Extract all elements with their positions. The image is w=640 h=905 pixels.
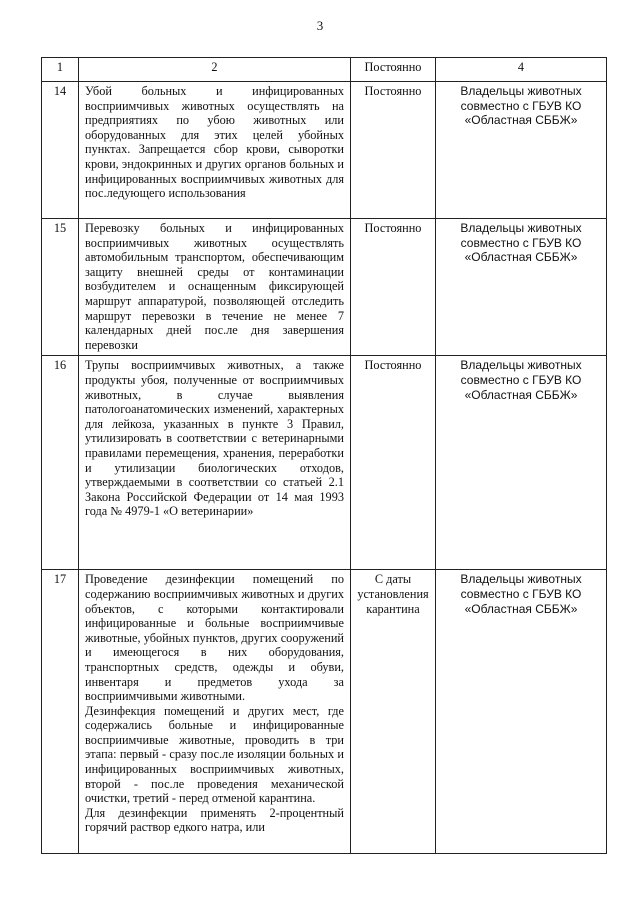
header-cell-3: Постоянно — [351, 58, 436, 82]
measure-term: Постоянно — [351, 82, 436, 219]
header-cell-1: 1 — [42, 58, 79, 82]
table-row — [42, 570, 607, 854]
measure-responsible: Владельцы животных совместно с ГБУВ КО «Областная СББЖ» — [436, 570, 607, 854]
table-row — [42, 356, 607, 570]
header-cell-2: 2 — [79, 58, 351, 82]
measure-description — [79, 356, 351, 570]
measure-responsible: Владельцы животных совместно с ГБУВ КО «Областная СББЖ» — [436, 219, 607, 356]
measure-paragraph: Трупы восприимчивых животных, а также продукты убоя, полученные от восприимчивых животных, в случае выявления патологоанатомических изменений, характерных для лейкоза, указанных в пункте 3 Правил, утилизировать в соответствии с ветеринарными правилами перемещения, хранения, переработки и утилизации биологических отходов, утверждаемыми в соответствии со статьей 2.1 Закона Российской Федерации от 14 мая 1993 года № 4979-1 «О ветеринарии» — [85, 358, 344, 519]
row-number: 17 — [42, 570, 79, 854]
measure-description — [79, 570, 351, 854]
page-number: 3 — [316, 18, 324, 33]
header-cell-4: 4 — [436, 58, 607, 82]
measure-responsible: Владельцы животных совместно с ГБУВ КО «Областная СББЖ» — [436, 82, 607, 219]
measure-description — [79, 82, 351, 219]
measure-term: С даты установления карантина — [351, 570, 436, 854]
measure-paragraph: Перевозку больных и инфицированных восприимчивых животных осуществлять автомобильным транспортом, обеспечивающим защиту внешней среды от контаминации возбудителем и оснащенным фиксирующей маршрут аппаратурой, позволяющей отследить маршрут перевозки в течение не менее 7 календарных дней пос.ле дня завершения перевозки — [85, 221, 344, 352]
measure-description — [79, 219, 351, 356]
measures-table — [41, 57, 607, 854]
measure-paragraph: Дезинфекция помещений и других мест, где содержались больные и инфицированные восприимчивые животные, проводить в три этапа: первый - сразу пос.ле изоляции больных и инфицированных восприимчивых животных, второй - пос.ле проведения механической очистки, третий - перед отменой карантина. — [85, 703, 344, 806]
table-header-row — [42, 58, 607, 82]
measure-paragraph: Убой больных и инфицированных восприимчивых животных осуществлять на предприятиях по убою животных или оборудованных для этих целей убойных пунктах. Запрещается сбор крови, сыворотки крови, эндокринных и других органов больных и инфицированных восприимчивых животных для пос.ледующего использования — [85, 84, 344, 201]
row-number: 14 — [42, 82, 79, 219]
measure-paragraph: Проведение дезинфекции помещений по содержанию восприимчивых животных и других объектов, с которыми контактировали инфицированные и больные восприимчивые животные, убойных пунктов, других сооружений и имеющегося в них оборудования, транспортных средств, одежды и обуви, инвентаря и предметов ухода за восприимчивыми животными. — [85, 572, 344, 704]
table-row — [42, 219, 607, 356]
table-row — [42, 82, 607, 219]
row-number: 16 — [42, 356, 79, 570]
measure-term: Постоянно — [351, 219, 436, 356]
measure-term: Постоянно — [351, 356, 436, 570]
measure-paragraph: Для дезинфекции применять 2-процентный горячий раствор едкого натра, или — [85, 805, 344, 835]
row-number: 15 — [42, 219, 79, 356]
measure-responsible: Владельцы животных совместно с ГБУВ КО «Областная СББЖ» — [436, 356, 607, 570]
